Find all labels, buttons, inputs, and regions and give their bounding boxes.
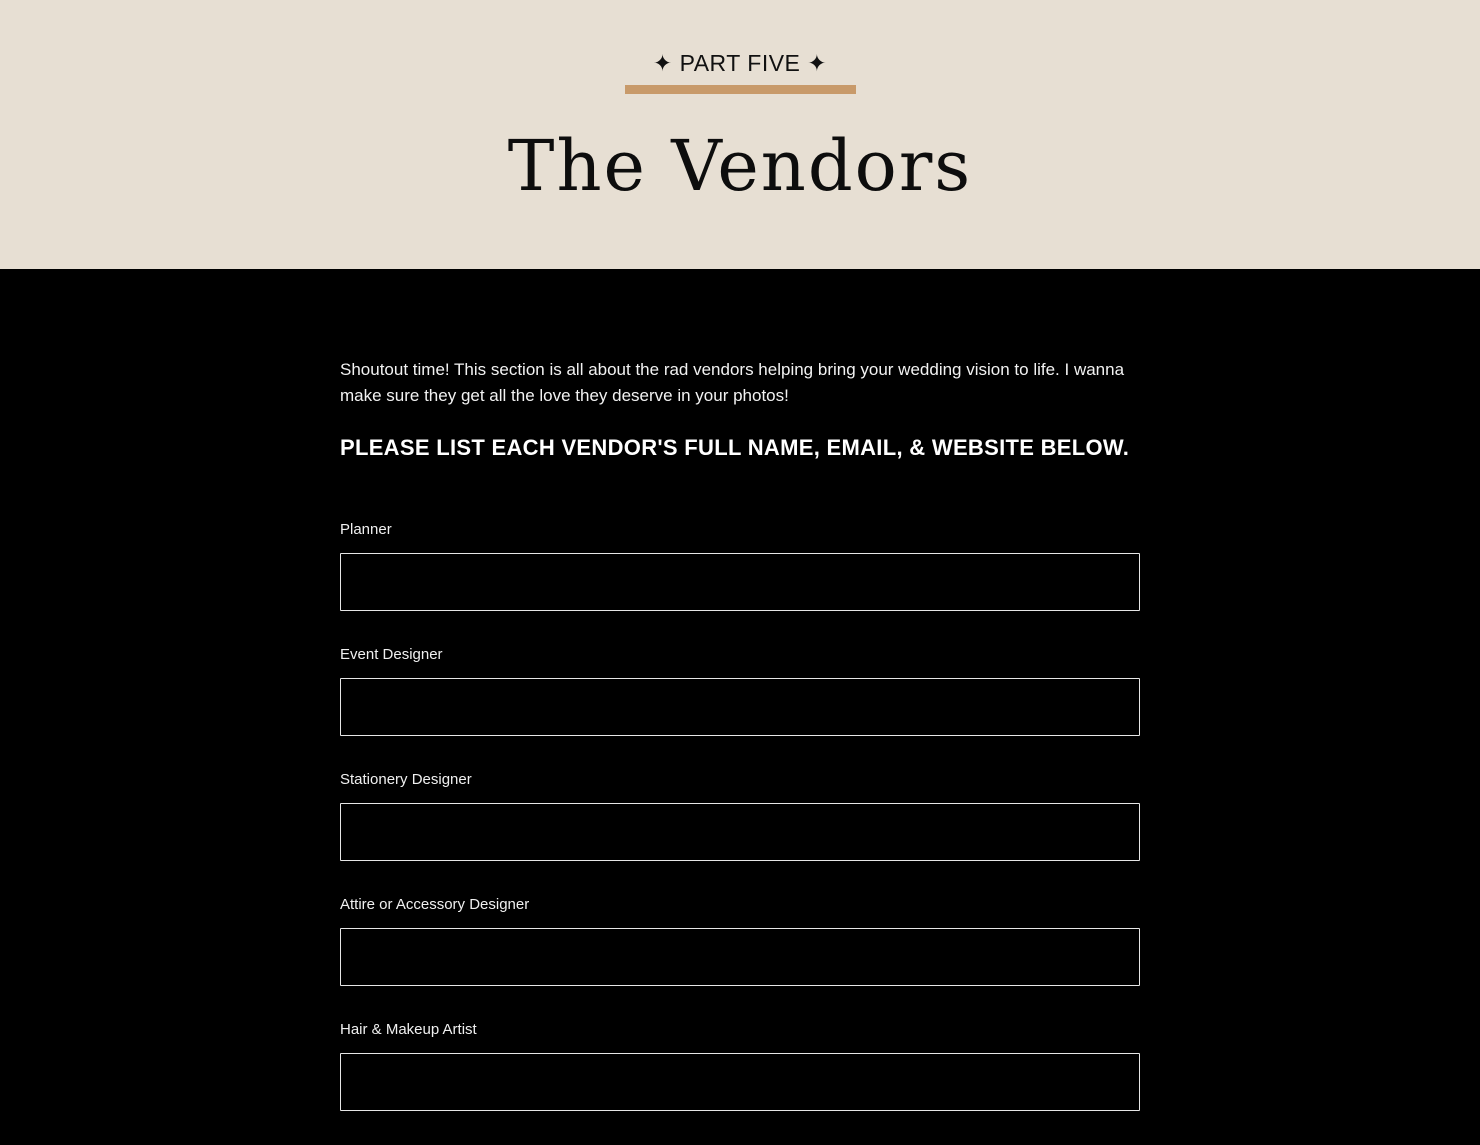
section-eyebrow: ✦ PART FIVE ✦ — [652, 50, 828, 76]
field-label: Attire or Accessory Designer — [340, 896, 530, 913]
attire-designer-input[interactable] — [340, 928, 1140, 986]
field-stationery-designer — [340, 770, 1140, 861]
vendor-form — [340, 520, 1140, 1111]
section-header — [0, 0, 1480, 269]
eyebrow-underline — [625, 85, 856, 94]
field-planner — [340, 520, 1140, 611]
planner-input[interactable] — [340, 553, 1140, 611]
intro-text: Shoutout time! This section is all about the rad vendors helping bring your wedding vision to life. I wanna make sure they get all the love they deserve in your photos! — [340, 360, 1125, 405]
field-label: Planner — [340, 521, 392, 538]
event-designer-input[interactable] — [340, 678, 1140, 736]
field-hair-makeup — [340, 1020, 1140, 1111]
stationery-designer-input[interactable] — [340, 803, 1140, 861]
field-label: Stationery Designer — [340, 771, 472, 788]
vendors-section — [340, 269, 1140, 1145]
field-event-designer — [340, 645, 1140, 736]
page-title: The Vendors — [507, 125, 973, 207]
instruction-heading: PLEASE LIST EACH VENDOR'S FULL NAME, EMAIL, & WEBSITE BELOW. — [340, 435, 1130, 460]
field-label: Event Designer — [340, 646, 443, 663]
hair-makeup-input[interactable] — [340, 1053, 1140, 1111]
field-label: Hair & Makeup Artist — [340, 1021, 477, 1038]
field-attire-designer — [340, 895, 1140, 986]
